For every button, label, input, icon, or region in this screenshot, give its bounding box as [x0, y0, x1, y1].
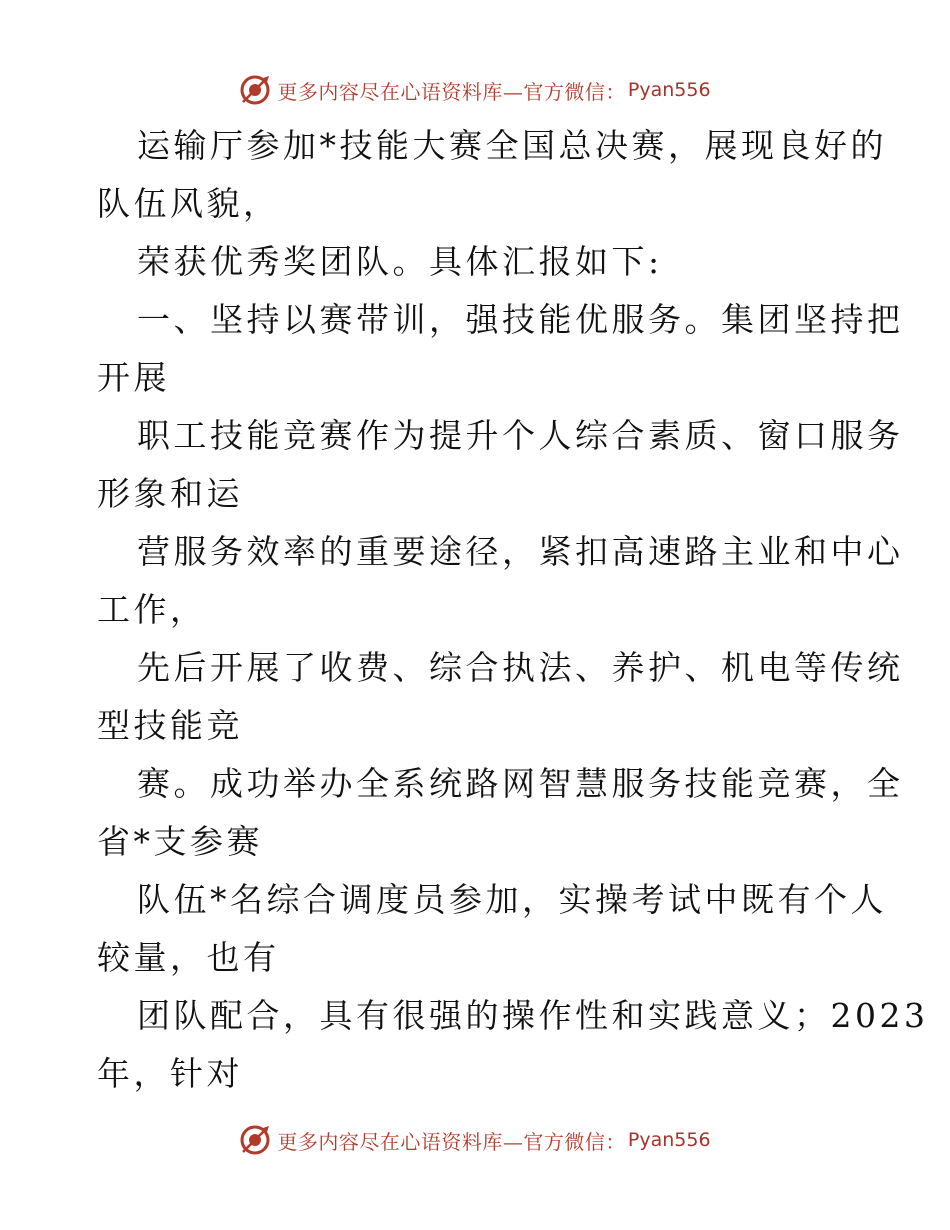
- watermark-text: 更多内容尽在心语资料库—官方微信：: [277, 79, 626, 104]
- text-line: 年，针对: [97, 1054, 243, 1093]
- footer-watermark: [0, 1120, 950, 1160]
- text-line: 赛。成功举办全系统路网智慧服务技能竞赛，全: [137, 764, 904, 803]
- quill-logo-icon: [239, 74, 271, 106]
- text-line: 运输厅参加*技能大赛全国总决赛，展现良好的: [137, 126, 887, 165]
- document-body: [97, 117, 929, 1103]
- text-line: 工作，: [97, 590, 207, 629]
- quill-logo-icon: [239, 1124, 271, 1156]
- text-line: 开展: [97, 358, 170, 397]
- watermark-handle: Pyan556: [627, 1129, 711, 1151]
- watermark-text: 更多内容尽在心语资料库—官方微信：: [277, 1129, 626, 1154]
- text-line: 一、坚持以赛带训，强技能优服务。集团坚持把: [137, 300, 904, 339]
- text-line: 形象和运: [97, 474, 243, 513]
- text-line: 队伍*名综合调度员参加，实操考试中既有个人: [137, 880, 887, 919]
- text-line: 队伍风貌，: [97, 184, 280, 223]
- text-line: 型技能竞: [97, 706, 243, 745]
- text-line: 营服务效率的重要途径，紧扣高速路主业和中心: [137, 532, 904, 571]
- text-line: 荣获优秀奖团队。具体汇报如下:: [137, 242, 663, 281]
- text-line: 省*支参赛: [97, 822, 263, 861]
- text-line: 先后开展了收费、综合执法、养护、机电等传统: [137, 648, 904, 687]
- text-line: 职工技能竞赛作为提升个人综合素质、窗口服务: [137, 416, 904, 455]
- text-line: 较量，也有: [97, 938, 280, 977]
- watermark-handle: Pyan556: [627, 79, 711, 101]
- text-line: 团队配合，具有很强的操作性和实践意义；2023: [137, 996, 929, 1035]
- header-watermark: [0, 70, 950, 110]
